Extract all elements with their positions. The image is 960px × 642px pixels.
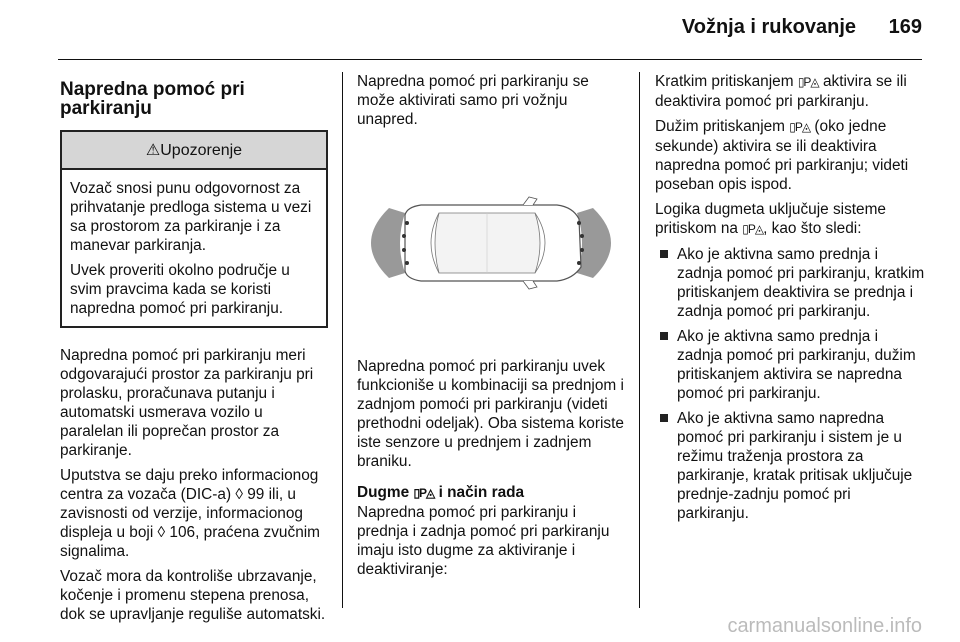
column-2 <box>357 72 625 585</box>
park-assist-icon: ▯P◬ <box>413 486 435 500</box>
paragraph: Napredna pomoć pri parkiranju i prednja i zadnja pomoć pri parkiranju imaju isto dugme za aktiviranje i deaktiviranje: <box>357 504 610 578</box>
car-sensor-illustration <box>357 143 625 343</box>
paragraph: Logika dugmeta uključuje sisteme pritiskom na ▯P◬, kao što sledi: <box>655 201 886 237</box>
paragraph: Napredna pomoć pri parkiranju meri odgovarajući prostor za parkiranju pri prolasku, proračunava putanju i automatski usmerava vozilo u paralelan ili poprečan prostor za parkiranje. <box>60 347 314 459</box>
warning-box <box>60 130 328 328</box>
chapter-title: Vožnja i rukovanje <box>681 16 856 38</box>
park-assist-icon: ▯P◬ <box>742 222 764 236</box>
paragraph: Napredna pomoć pri parkiranju se može aktivirati samo pri vožnju unapred. <box>357 73 589 128</box>
warning-title: Upozorenje <box>160 141 243 159</box>
warning-body <box>62 170 326 326</box>
paragraph: Dužim pritiskanjem ▯P◬ (oko jedne sekunde) aktivira se ili deaktivira napredna pomoć pri parkiranju; videti poseban opis ispod. <box>655 118 909 193</box>
bullet-list <box>655 245 925 523</box>
park-assist-icon: ▯P◬ <box>789 120 811 134</box>
warning-icon: ⚠ <box>145 141 161 159</box>
list-item: Ako je aktivna samo prednja i zadnja pomoć pri parkiranju, kratkim pritiskanjem deaktivira se prednja i zadnja pomoć pri parkiranju. <box>655 245 925 321</box>
header-rule <box>58 59 922 60</box>
list-item: Ako je aktivna samo napredna pomoć pri parkiranju i sistem je u režimu traženja prostora za parkiranje, kratak pritisak uključuje prednje-zadnju pomoć pri parkiranju. <box>655 409 925 523</box>
watermark: carmanualsonline.info <box>727 615 922 637</box>
page-number: 169 <box>888 16 922 38</box>
warning-header <box>62 132 326 170</box>
subheading-button-mode: Dugme ▯P◬ i način rada <box>357 484 525 501</box>
paragraph: Kratkim pritiskanjem ▯P◬ aktivira se ili deaktivira pomoć pri parkiranju. <box>655 73 907 110</box>
page-header <box>0 0 960 60</box>
car-top-view-icon <box>405 197 581 289</box>
list-item: Ako je aktivna samo prednja i zadnja pomoć pri parkiranju, dužim pritiskanjem aktivira se napredna pomoć pri parkiranju. <box>655 327 925 403</box>
column-divider-2 <box>639 72 640 608</box>
column-divider-1 <box>342 72 343 608</box>
section-title: Napredna pomoć pri parkiranju <box>60 79 245 119</box>
front-sensor-zone-icon <box>577 208 611 278</box>
paragraph: Napredna pomoć pri parkiranju uvek funkcioniše u kombinaciji sa prednjom i zadnjom pomoći pri parkiranju (videti prethodni odeljak). Oba sistema koriste iste senzore u prednjem i zadnjem braniku. <box>357 358 624 470</box>
warning-text-1: Vozač snosi punu odgovornost za prihvatanje predloga sistema u vezi sa prostorom za parkiranje i za manevar parkiranja. <box>70 180 312 254</box>
column-1 <box>60 72 328 630</box>
rear-sensor-zone-icon <box>371 208 405 278</box>
column-3 <box>655 72 925 529</box>
paragraph: Vozač mora da kontroliše ubrzavanje, kočenje i promenu stepena prenosa, dok se upravljanje reguliše automatski. <box>60 568 326 623</box>
warning-text-2: Uvek proveriti okolno područje u svim pravcima kada se koristi napredna pomoć pri parkiranju. <box>70 262 290 317</box>
paragraph: Uputstva se daju preko informacionog centra za vozača (DIC-a) ◊ 99 ili, u zavisnosti od verzije, informacionog displeja u boji ◊ 106, praćena zvučnim signalima. <box>60 467 320 560</box>
park-assist-icon: ▯P◬ <box>797 75 819 89</box>
